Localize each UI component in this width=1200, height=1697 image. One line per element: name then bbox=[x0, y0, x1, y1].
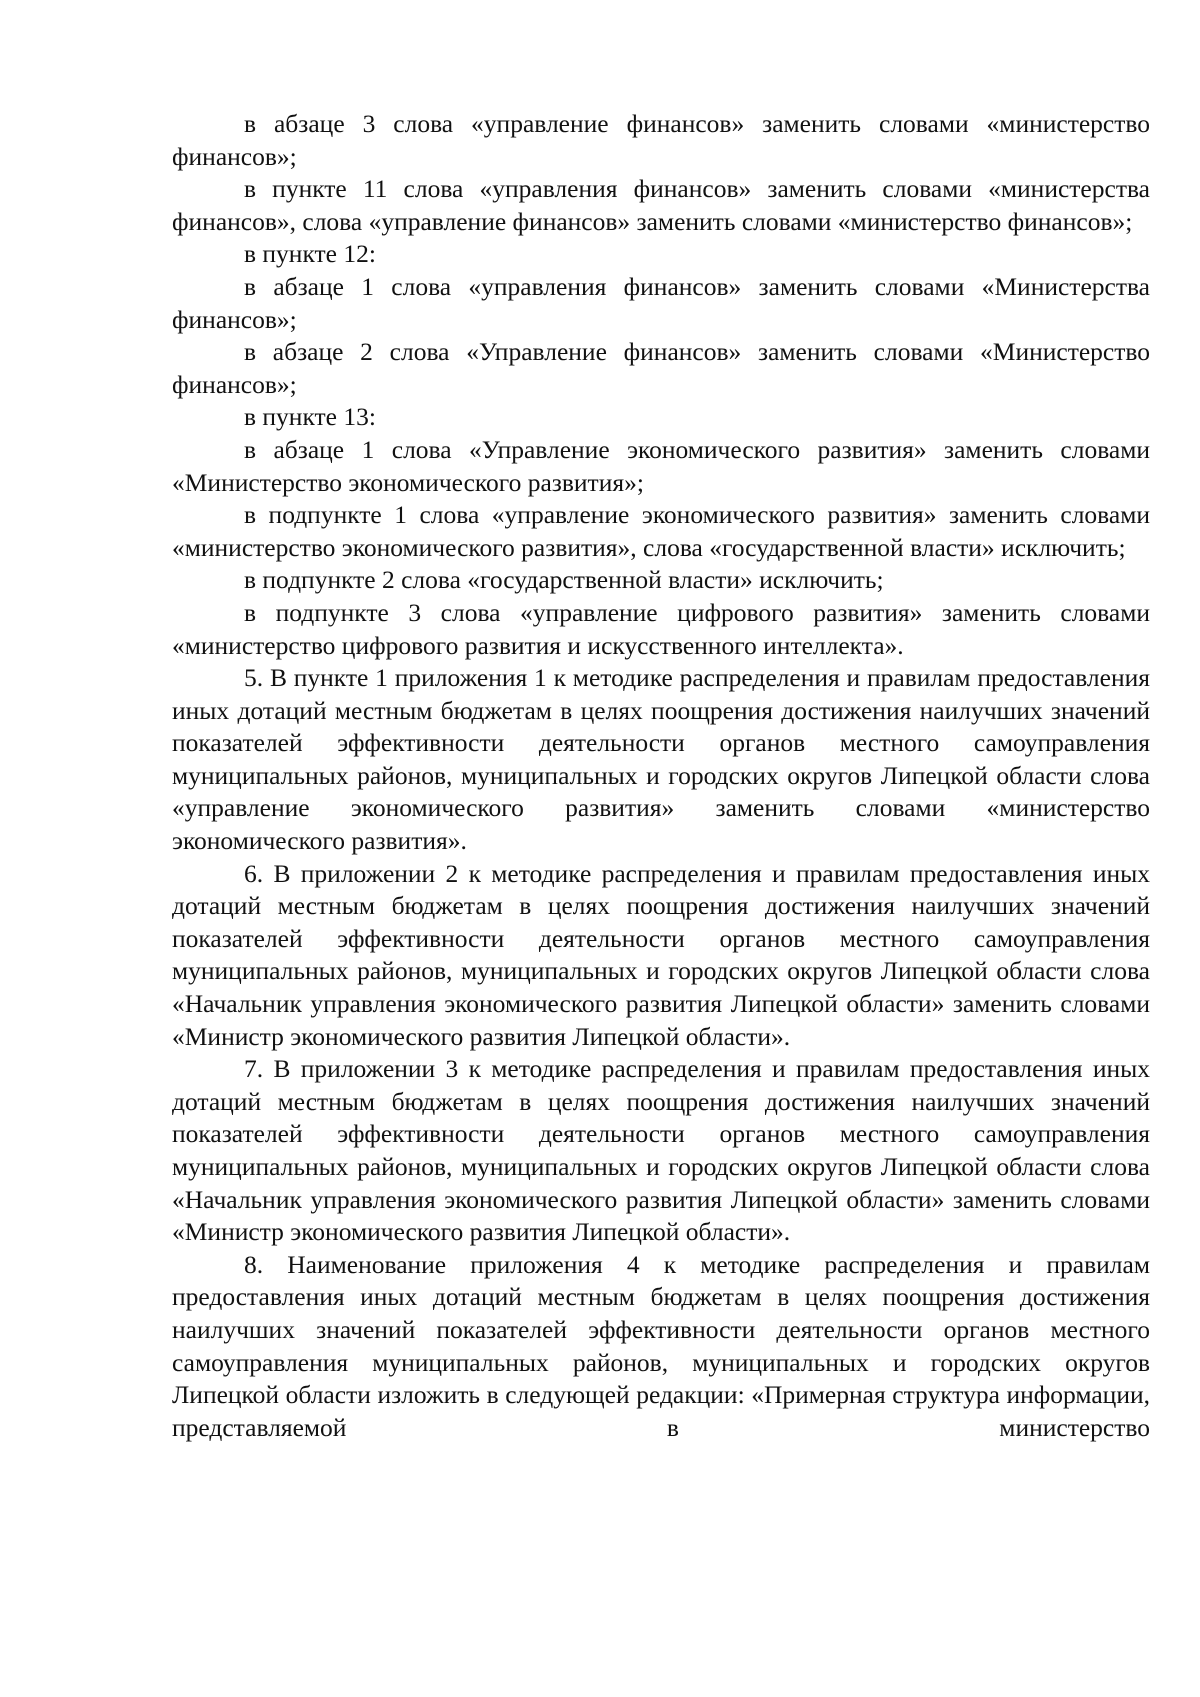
paragraph-8: в подпункте 1 слова «управление экономического развития» заменить словами «министерство экономического развития», слова «государственной власти» исключить; bbox=[172, 500, 1150, 562]
paragraph-6: в пункте 13: bbox=[244, 402, 376, 432]
paragraph-12: 6. В приложении 2 к методике распределения и правилам предоставления иных дотаций местным бюджетам в целях поощрения достижения наилучших значений показателей эффективности деятельности органов местного самоуправления муниципальных районов, муниципальных и городских округов Липецкой области слова «Начальник управления экономического развития Липецкой области» заменить словами «Министр экономического развития Липецкой области». bbox=[172, 858, 1150, 1051]
paragraph-2: в пункте 11 слова «управления финансов» заменить словами «министерства финансов», слова «управление финансов» заменить словами «министерство финансов»; bbox=[172, 174, 1150, 236]
paragraph-14: 8. Наименование приложения 4 к методике распределения и правилам предоставления иных дотаций местным бюджетам в целях поощрения достижения наилучших значений показателей эффективности деятельности органов местного самоуправления муниципальных районов, муниципальных и городских округов Липецкой области изложить в следующей редакции: «Примерная структура информации, представляемой в министерство bbox=[172, 1249, 1150, 1442]
paragraph-5: в абзаце 2 слова «Управление финансов» заменить словами «Министерство финансов»; bbox=[172, 337, 1150, 399]
paragraph-3: в пункте 12: bbox=[244, 239, 376, 269]
paragraph-10: в подпункте 3 слова «управление цифрового развития» заменить словами «министерство цифрового развития и искусственного интеллекта». bbox=[172, 597, 1150, 660]
paragraph-4: в абзаце 1 слова «управления финансов» заменить словами «Министерства финансов»; bbox=[172, 271, 1150, 334]
document-page bbox=[172, 108, 1150, 1444]
paragraph-9: в подпункте 2 слова «государственной власти» исключить; bbox=[244, 565, 884, 595]
paragraph-7: в абзаце 1 слова «Управление экономического развития» заменить словами «Министерство экономического развития»; bbox=[172, 434, 1150, 497]
paragraph-13: 7. В приложении 3 к методике распределения и правилам предоставления иных дотаций местным бюджетам в целях поощрения достижения наилучших значений показателей эффективности деятельности органов местного самоуправления муниципальных районов, муниципальных и городских округов Липецкой области слова «Начальник управления экономического развития Липецкой области» заменить словами «Министр экономического развития Липецкой области». bbox=[172, 1054, 1150, 1247]
paragraph-1: в абзаце 3 слова «управление финансов» заменить словами «министерство финансов»; bbox=[172, 109, 1150, 171]
paragraph-11: 5. В пункте 1 приложения 1 к методике распределения и правилам предоставления иных дотаций местным бюджетам в целях поощрения достижения наилучших значений показателей эффективности деятельности органов местного самоуправления муниципальных районов, муниципальных и городских округов Липецкой области слова «управление экономического развития» заменить словами «министерство экономического развития». bbox=[172, 663, 1150, 856]
